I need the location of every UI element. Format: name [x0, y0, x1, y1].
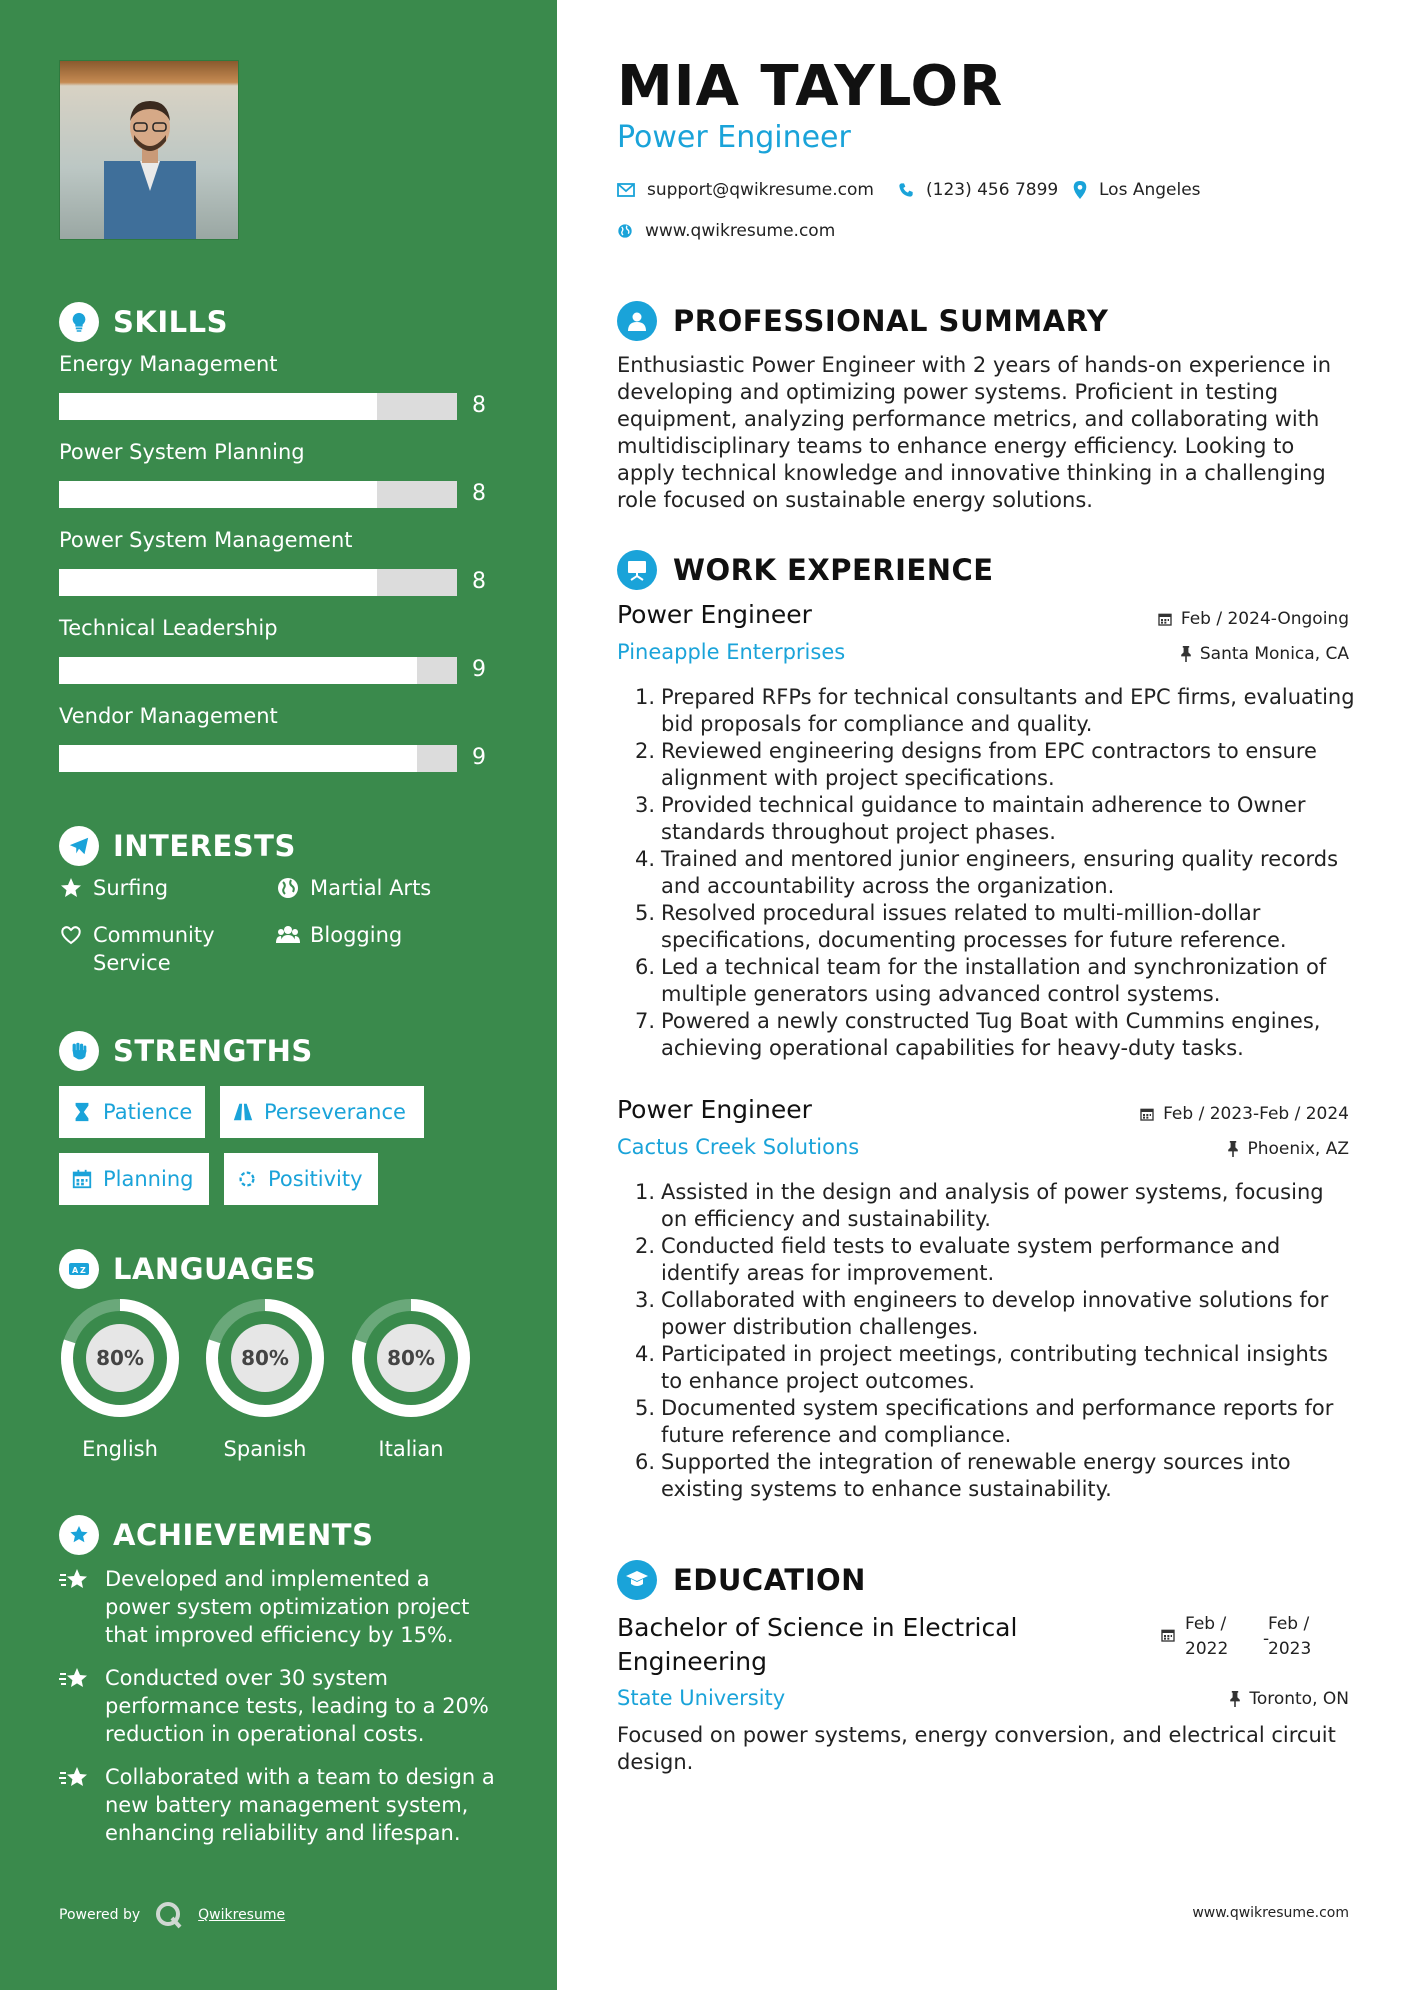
skill-bar-fill: [59, 481, 377, 508]
education-start-date: [1185, 1612, 1228, 1662]
job-duty-text: Collaborated with engineers to develop innovative solutions for power distribution challenges.: [661, 1288, 1329, 1339]
skill-value: 9: [472, 745, 486, 770]
job-duty-number: 1.: [635, 685, 656, 709]
calendar-icon: [71, 1168, 93, 1190]
job-duties-list: [635, 1179, 1355, 1503]
job-duty-number: 7.: [635, 1009, 656, 1033]
calendar-icon: [1160, 1627, 1176, 1643]
svg-text:A: A: [72, 1266, 79, 1275]
education-end-year: 2023: [1268, 1639, 1312, 1659]
interest-item: [59, 921, 229, 977]
job-duty: [635, 1395, 1355, 1449]
qwikresume-logo-icon: [154, 1900, 184, 1930]
summary-title: PROFESSIONAL SUMMARY: [673, 304, 1109, 338]
powered-by: [59, 1900, 285, 1930]
skill-bar-fill: [59, 657, 417, 684]
skill-value: 9: [472, 657, 486, 682]
email-text[interactable]: support@qwikresume.com: [647, 180, 874, 200]
language-name: Spanish: [223, 1437, 307, 1461]
job-title: Power Engineer: [617, 1095, 812, 1124]
language-item: [350, 1297, 472, 1461]
person-silhouette: [104, 91, 196, 240]
education-degree: Bachelor of Science in Electrical Engineering: [617, 1613, 1018, 1676]
job-duty: [635, 846, 1355, 900]
star-badge-icon: [59, 1765, 91, 1793]
skills-title: SKILLS: [113, 305, 228, 339]
job-duty-text: Assisted in the design and analysis of power systems, focusing on efficiency and sustainability.: [661, 1180, 1324, 1231]
achievements-heading: [59, 1515, 373, 1555]
achievement-item: [59, 1565, 499, 1649]
language-percent: 80%: [241, 1346, 289, 1370]
job-duty-text: Led a technical team for the installation and synchronization of multiple generators using advanced control systems.: [661, 955, 1327, 1006]
education-start-year: 2022: [1185, 1639, 1229, 1659]
achievement-text: Developed and implemented a power system optimization project that improved efficiency by 15%.: [105, 1567, 470, 1647]
language-name: English: [82, 1437, 158, 1461]
skill-bar-fill: [59, 569, 377, 596]
education-description: Focused on power systems, energy conversion, and electrical circuit design.: [617, 1723, 1336, 1774]
interest-label: Surfing: [93, 876, 169, 900]
job-duty-number: 2.: [635, 739, 656, 763]
achievements-title: ACHIEVEMENTS: [113, 1518, 374, 1552]
map-pin-icon: [1073, 181, 1087, 199]
job-duty-number: 4.: [635, 847, 656, 871]
job-duty-number: 6.: [635, 955, 656, 979]
language-donut: [59, 1297, 181, 1419]
envelope-icon: [617, 182, 635, 198]
translate-icon: [59, 1249, 99, 1289]
hourglass-icon: [71, 1101, 93, 1123]
job-duty-number: 5.: [635, 1396, 656, 1420]
language-percent: 80%: [96, 1346, 144, 1370]
skill-value: 8: [472, 569, 486, 594]
education-title: EDUCATION: [673, 1563, 866, 1597]
education-school: State University: [617, 1686, 786, 1710]
heart-icon: [59, 923, 83, 947]
summary-text: Enthusiastic Power Engineer with 2 years of hands-on experience in developing and optimizing power systems. Proficient in testing equipment, analyzing performance metrics, and collaborating with multidisciplinary teams to enhance energy efficiency. Looking to apply technical knowledge and innovative thinking in a challenging role focused on sustainable energy solutions.: [617, 353, 1332, 512]
summary-heading: [617, 301, 1108, 341]
job-duty: [635, 1449, 1355, 1503]
job-company: Cactus Creek Solutions: [617, 1135, 860, 1159]
education-location-text: Toronto, ON: [1249, 1689, 1349, 1709]
star-badge-icon: [59, 1567, 91, 1595]
skill-value: 8: [472, 481, 486, 506]
language-item: [59, 1297, 181, 1461]
contact-website: [617, 221, 835, 241]
location-text: Los Angeles: [1099, 180, 1201, 200]
job-duties-list: [635, 684, 1355, 1062]
skill-bar: [59, 569, 457, 596]
candidate-title: Power Engineer: [617, 120, 851, 155]
job-duty-text: Participated in project meetings, contributing technical insights to enhance project outcomes.: [661, 1342, 1328, 1393]
job-dates-text: Feb / 2024-Ongoing: [1180, 609, 1349, 629]
graduation-cap-icon: [617, 1560, 657, 1600]
job-duty-number: 5.: [635, 901, 656, 925]
road-icon: [232, 1101, 254, 1123]
skill-label: Technical Leadership: [59, 616, 278, 640]
language-donut: [204, 1297, 326, 1419]
paper-plane-icon: [59, 826, 99, 866]
profile-photo: [59, 60, 239, 240]
job-duty: [635, 1233, 1355, 1287]
skill-value: 8: [472, 393, 486, 418]
education-date-separator: -: [1263, 1629, 1270, 1649]
interest-item: [276, 921, 402, 949]
skill-bar: [59, 745, 457, 772]
strength-label: Perseverance: [264, 1100, 406, 1124]
languages-heading: [59, 1249, 316, 1289]
globe-icon: [276, 876, 300, 900]
job-duty-number: 3.: [635, 1288, 656, 1312]
achievement-text: Collaborated with a team to design a new battery management system, enhancing reliability and lifespan.: [105, 1765, 495, 1845]
interest-label: Blogging: [310, 923, 403, 947]
pushpin-icon: [1229, 1691, 1241, 1707]
job-duty-text: Trained and mentored junior engineers, ensuring quality records and accountability across the organization.: [661, 847, 1339, 898]
job-duty: [635, 792, 1355, 846]
fist-icon: [59, 1031, 99, 1071]
sidebar: [0, 0, 557, 1990]
interest-label: Community Service: [93, 923, 215, 975]
language-donut: [350, 1297, 472, 1419]
job-duty-number: 3.: [635, 793, 656, 817]
strengths-heading: [59, 1031, 313, 1071]
strengths-title: STRENGTHS: [113, 1034, 313, 1068]
languages-title: LANGUAGES: [113, 1252, 317, 1286]
phone-text[interactable]: (123) 456 7899: [926, 180, 1059, 200]
phone-icon: [898, 182, 914, 198]
presentation-icon: [617, 550, 657, 590]
user-icon: [617, 301, 657, 341]
strength-label: Positivity: [268, 1167, 363, 1191]
skill-bar: [59, 393, 457, 420]
job-duty-text: Powered a newly constructed Tug Boat with Cummins engines, achieving operational capabilities for heavy-duty tasks.: [661, 1009, 1321, 1060]
achievement-item: [59, 1763, 499, 1847]
interest-item: [59, 874, 168, 902]
language-name: Italian: [378, 1437, 444, 1461]
job-duty-text: Provided technical guidance to maintain adherence to Owner standards throughout project phases.: [661, 793, 1306, 844]
calendar-icon: [1139, 1106, 1155, 1122]
language-percent: 80%: [387, 1346, 435, 1370]
strength-badge: [59, 1086, 205, 1138]
job-location: [1227, 1139, 1349, 1159]
skill-label: Power System Management: [59, 528, 353, 552]
education-end-date: [1268, 1612, 1311, 1662]
achievement-item: [59, 1664, 499, 1748]
star-badge-icon: [59, 1666, 91, 1694]
strength-label: Patience: [103, 1100, 193, 1124]
footer-url[interactable]: www.qwikresume.com: [1192, 1905, 1349, 1921]
skill-bar: [59, 481, 457, 508]
sun-icon: [236, 1168, 258, 1190]
pushpin-icon: [1180, 646, 1192, 662]
strength-badge: [59, 1153, 209, 1205]
job-duty: [635, 738, 1355, 792]
candidate-name: MIA TAYLOR: [617, 54, 1004, 119]
job-company: Pineapple Enterprises: [617, 640, 846, 664]
job-duty-number: 6.: [635, 1450, 656, 1474]
job-duty-text: Documented system specifications and performance reports for future reference and compliance.: [661, 1396, 1334, 1447]
skill-label: Energy Management: [59, 352, 278, 376]
skill-bar-fill: [59, 393, 377, 420]
contact-phone: [898, 180, 1058, 200]
education-location: [1229, 1689, 1349, 1709]
job-duty: [635, 1341, 1355, 1395]
pushpin-icon: [1227, 1141, 1239, 1157]
job-duty: [635, 900, 1355, 954]
education-end-month: Feb /: [1268, 1614, 1310, 1634]
job-duty-number: 4.: [635, 1342, 656, 1366]
job-duty-number: 2.: [635, 1234, 656, 1258]
job-duty-text: Conducted field tests to evaluate system performance and identify areas for improvement.: [661, 1234, 1281, 1285]
job-duty-text: Reviewed engineering designs from EPC contractors to ensure alignment with project specifications.: [661, 739, 1317, 790]
globe-icon: [617, 223, 633, 239]
job-duty-number: 1.: [635, 1180, 656, 1204]
skill-bar-fill: [59, 745, 417, 772]
job-location-text: Santa Monica, CA: [1199, 644, 1349, 664]
job-duty-text: Prepared RFPs for technical consultants and EPC firms, evaluating bid proposals for compliance and quality.: [661, 685, 1355, 736]
contact-location: [1073, 180, 1201, 200]
website-text[interactable]: www.qwikresume.com: [645, 221, 836, 241]
job-dates: [1157, 609, 1349, 629]
strength-badge: [220, 1086, 424, 1138]
job-duty: [635, 954, 1355, 1008]
education-start-month: Feb /: [1185, 1614, 1227, 1634]
trophy-star-icon: [59, 1515, 99, 1555]
experience-heading: [617, 550, 994, 590]
strength-badge: [224, 1153, 378, 1205]
skill-bar: [59, 657, 457, 684]
calendar-icon: [1157, 611, 1173, 627]
skill-label: Power System Planning: [59, 440, 305, 464]
job-title: Power Engineer: [617, 600, 812, 629]
job-duty: [635, 1179, 1355, 1233]
job-location-text: Phoenix, AZ: [1247, 1139, 1349, 1159]
contact-email: [617, 180, 874, 200]
qwikresume-link[interactable]: Qwikresume: [198, 1907, 286, 1923]
job-duty: [635, 1287, 1355, 1341]
job-location: [1180, 644, 1349, 664]
interests-title: INTERESTS: [113, 829, 296, 863]
svg-text:Z: Z: [80, 1266, 86, 1275]
job-duty: [635, 1008, 1355, 1062]
lightbulb-icon: [59, 302, 99, 342]
experience-title: WORK EXPERIENCE: [673, 553, 994, 587]
powered-by-label: Powered by: [59, 1907, 141, 1923]
star-icon: [59, 876, 83, 900]
job-dates: [1139, 1104, 1349, 1124]
interest-item: [276, 874, 431, 902]
education-heading: [617, 1560, 866, 1600]
job-duty-text: Resolved procedural issues related to multi-million-dollar specifications, documenting processes for future reference.: [661, 901, 1287, 952]
job-duty: [635, 684, 1355, 738]
language-item: [204, 1297, 326, 1461]
achievement-text: Conducted over 30 system performance tests, leading to a 20% reduction in operational costs.: [105, 1666, 489, 1746]
strength-label: Planning: [103, 1167, 194, 1191]
interest-label: Martial Arts: [310, 876, 432, 900]
interests-heading: [59, 826, 296, 866]
skills-heading: [59, 302, 228, 342]
users-icon: [276, 923, 300, 947]
skill-label: Vendor Management: [59, 704, 278, 728]
job-dates-text: Feb / 2023-Feb / 2024: [1163, 1104, 1349, 1124]
job-duty-text: Supported the integration of renewable energy sources into existing systems to enhance sustainability.: [661, 1450, 1291, 1501]
